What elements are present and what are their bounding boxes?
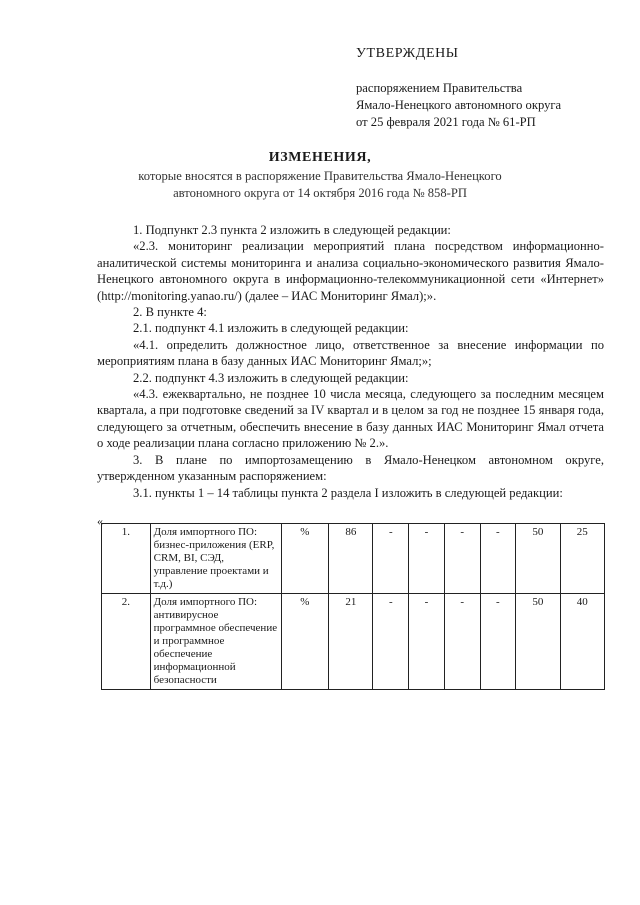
value-cell: - (373, 594, 409, 690)
approval-heading: УТВЕРЖДЕНЫ (356, 46, 459, 61)
base-value: 86 (329, 524, 373, 594)
value-cell: - (409, 524, 445, 594)
value-cell: - (444, 524, 480, 594)
document-subtitle-line: которые вносятся в распоряжение Правительства Ямало-Ненецкого (138, 169, 502, 183)
value-cell: - (444, 594, 480, 690)
value-cell: - (409, 594, 445, 690)
paragraph: 3.1. пункты 1 – 14 таблицы пункта 2 раздела I изложить в следующей редакции: (133, 485, 563, 500)
paragraph: 1. Подпункт 2.3 пункта 2 изложить в следующей редакции: (133, 223, 451, 237)
value-cell: 50 (516, 594, 560, 690)
value-cell: 25 (560, 524, 604, 594)
unit-cell: % (281, 524, 329, 594)
value-cell: 40 (560, 594, 604, 690)
document-title-block (0, 150, 640, 202)
document-title: ИЗМЕНЕНИЯ, (268, 150, 372, 165)
paragraph: 2. В пункте 4: (133, 305, 207, 320)
paragraph: 3. В плане по импортозамещению в Ямало-Ненецком автономном округе, утвержденном указанным распоряжением: (97, 452, 604, 484)
approval-line: распоряжением Правительства (356, 81, 523, 95)
value-cell: - (480, 524, 516, 594)
document-body (97, 222, 604, 501)
value-cell: - (373, 524, 409, 594)
paragraph: «2.3. мониторинг реализации мероприятий плана посредством информационно-аналитической системы мониторинга и анализа социально-экономического развития Ямало-Ненецкого автономного округа в информационно-телекоммуникационной сети «Интернет» (http://monitoring.yanao.ru/) (далее – ИАС Мониторинг Ямал);». (97, 239, 604, 303)
value-cell: 50 (516, 524, 560, 594)
paragraph: «4.3. ежеквартально, не позднее 10 числа месяца, следующего за последним месяцем квартала, а при подготовке сведений за IV квартал и в целом за год не позднее 15 января года, следующего за отчетным, обеспечить внесение в базу данных ИАС Мониторинг Ямал отчета о ходе реализации плана согласно приложению № 2.». (97, 387, 604, 451)
indicator-name: Доля импортного ПО: бизнес-приложения (ERP, CRM, BI, СЭД, управление проектами и т.д.) (150, 524, 281, 594)
approval-line: Ямало-Ненецкого автономного округа (356, 98, 562, 112)
table-opening-quote: « (97, 514, 103, 528)
paragraph: 2.2. подпункт 4.3 изложить в следующей редакции: (133, 370, 409, 385)
value-cell: - (480, 594, 516, 690)
unit-cell: % (281, 594, 329, 690)
approval-stamp (356, 46, 626, 131)
table-row (102, 594, 605, 690)
document-subtitle-line: автономного округа от 14 октября 2016 года № 858-РП (173, 186, 467, 200)
approval-line: от 25 февраля 2021 года № 61-РП (356, 115, 536, 129)
paragraph: 2.1. подпункт 4.1 изложить в следующей редакции: (133, 321, 409, 336)
row-number: 1. (102, 524, 151, 594)
table-row (102, 524, 605, 594)
row-number: 2. (102, 594, 151, 690)
indicator-name: Доля импортного ПО: антивирусное программное обеспечение и программное обеспечение информационной безопасности (150, 594, 281, 690)
paragraph: «4.1. определить должностное лицо, ответственное за внесение информации по мероприятиям плана в базу данных ИАС Мониторинг Ямал;»; (97, 337, 604, 369)
base-value: 21 (329, 594, 373, 690)
import-share-table (101, 523, 605, 690)
